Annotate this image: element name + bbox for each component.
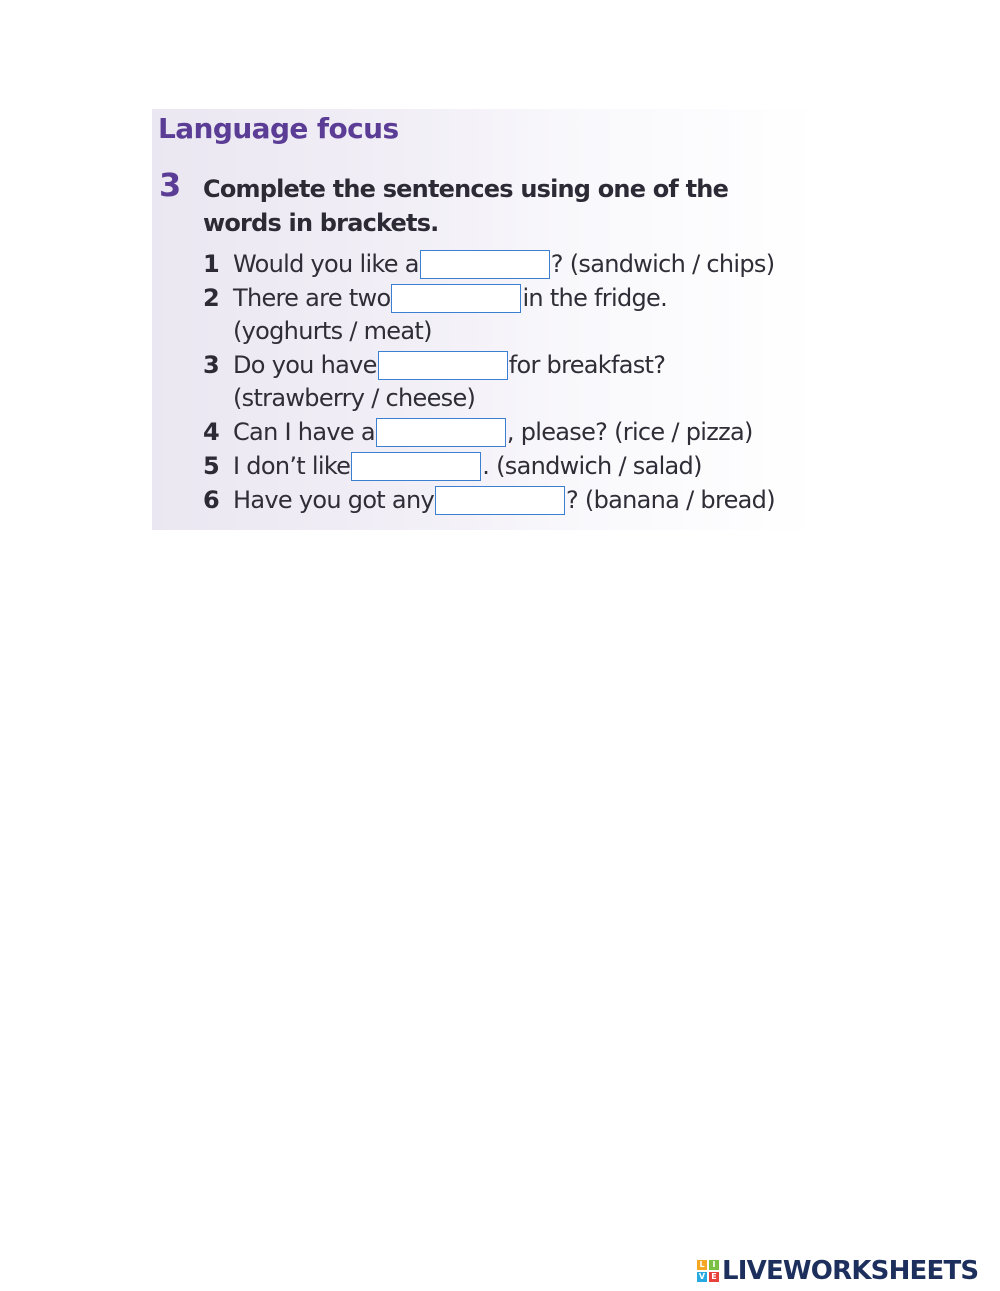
answer-input-4[interactable] xyxy=(376,418,506,447)
item-number: 5 xyxy=(203,452,219,480)
liveworksheets-logo xyxy=(697,1256,978,1286)
logo-mark-cell: E xyxy=(709,1272,719,1282)
sentence-text-before: Do you have xyxy=(233,351,377,379)
sentence-text-before: Can I have a xyxy=(233,418,375,446)
exercise-instruction: Complete the sentences using one of the words in brackets. xyxy=(203,175,729,237)
sentence-text-before: I don’t like xyxy=(233,452,351,480)
sentence-text-after: for breakfast? xyxy=(508,351,666,379)
sentence-3-options: (strawberry / cheese) xyxy=(233,384,476,412)
sentence-text-before: Have you got any xyxy=(233,486,434,514)
sentence-text-after: ? (banana / bread) xyxy=(565,486,775,514)
logo-mark-cell: V xyxy=(698,1272,706,1281)
sentence-6 xyxy=(203,483,775,517)
logo-text: LIVEWORKSHEETS xyxy=(722,1256,979,1286)
item-number: 6 xyxy=(203,486,219,514)
sentence-text-after: ? (sandwich / chips) xyxy=(550,250,775,278)
logo-mark-cell: L xyxy=(697,1260,707,1270)
item-number: 1 xyxy=(203,250,219,278)
item-number: 2 xyxy=(203,284,219,312)
answer-input-6[interactable] xyxy=(435,486,565,515)
item-number: 3 xyxy=(203,351,219,379)
sentence-1 xyxy=(203,247,774,281)
logo-mark-icon xyxy=(697,1260,719,1282)
sentence-2 xyxy=(203,281,667,315)
section-title: Language focus xyxy=(158,112,399,145)
sentence-2-options: (yoghurts / meat) xyxy=(233,317,432,345)
answer-input-2[interactable] xyxy=(391,284,521,313)
sentence-text-after: in the fridge. xyxy=(522,284,668,312)
answer-input-5[interactable] xyxy=(351,452,481,481)
item-number: 4 xyxy=(203,418,219,446)
answer-input-1[interactable] xyxy=(420,250,550,279)
sentence-text-before: Would you like a xyxy=(233,250,419,278)
sentence-4 xyxy=(203,415,753,449)
answer-input-3[interactable] xyxy=(378,351,508,380)
sentence-text-before: There are two xyxy=(233,284,391,312)
exercise-number: 3 xyxy=(159,166,182,204)
sentence-3 xyxy=(203,348,665,382)
logo-mark-cell: I xyxy=(709,1260,719,1270)
sentence-text-after: , please? (rice / pizza) xyxy=(506,418,753,446)
sentence-5 xyxy=(203,449,702,483)
sentence-text-after: . (sandwich / salad) xyxy=(482,452,702,480)
